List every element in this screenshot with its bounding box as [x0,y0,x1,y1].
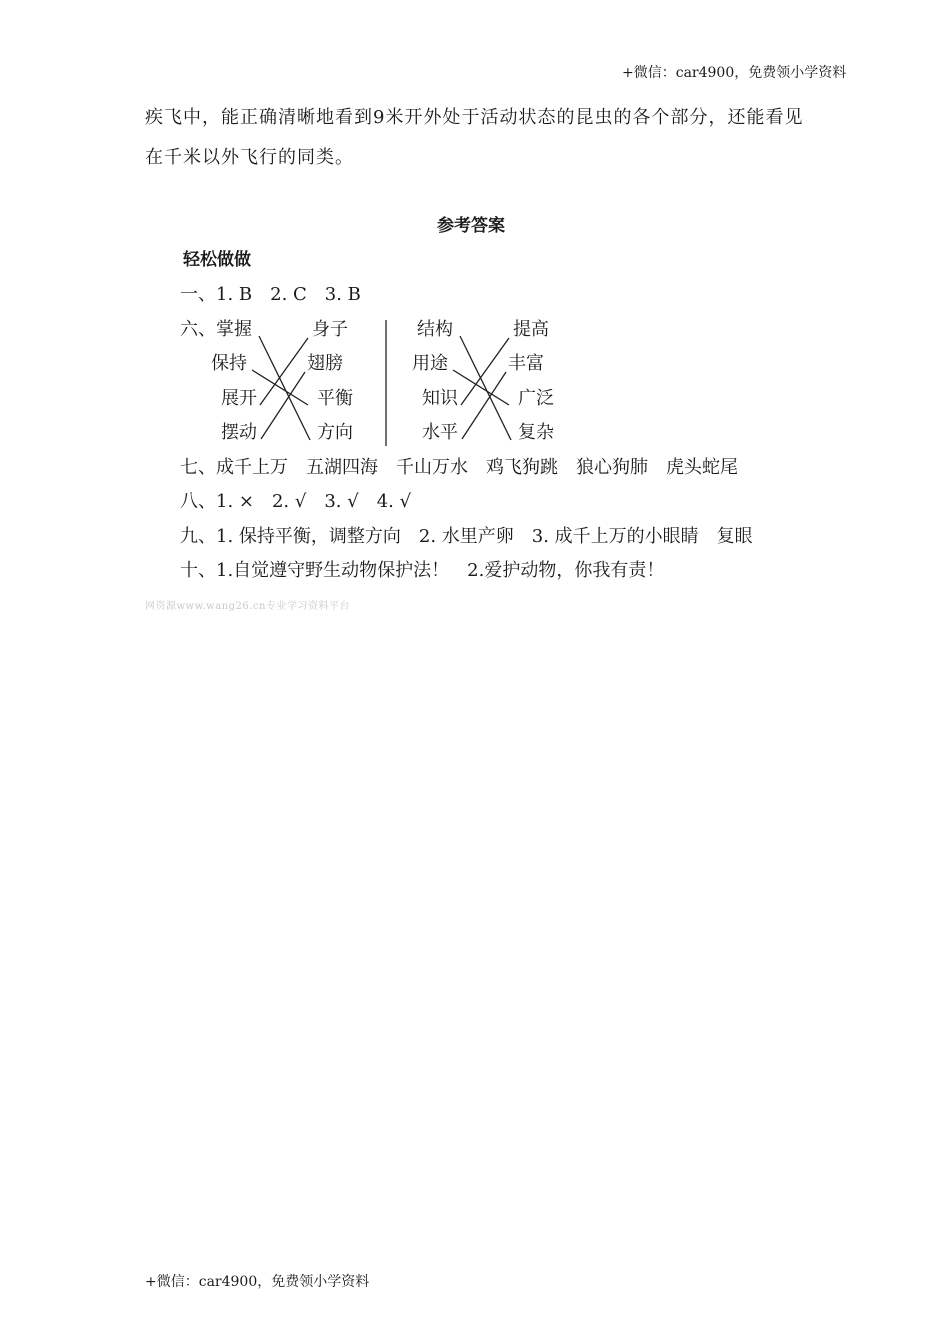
q6-left-word: 保持 [211,353,247,374]
match-line [260,338,308,405]
match-line [462,372,506,439]
q6-left-word: 展开 [221,388,257,409]
match-line [252,370,308,405]
answer-title: 参考答案 [437,216,505,236]
match-line [460,336,511,440]
answer-q7: 七、成千上万 五湖四海 千山万水 鸡飞狗跳 狼心狗肺 虎头蛇尾 [180,457,738,478]
q6-left-word: 掌握 [216,319,252,340]
answer-q10: 十、1.自觉遵守野生动物保护法！ 2.爱护动物，你我有责！ [180,560,665,581]
answer-q1: 一、1. B 2. C 3. B [180,284,361,305]
match-line [453,370,509,405]
page-header: +微信：car4900，免费领小学资料 [622,65,847,81]
q6-right-word: 知识 [422,388,458,409]
q6-right-target: 提高 [513,319,549,340]
q6-right-target: 丰富 [508,353,544,374]
q6-right-word: 结构 [417,319,453,340]
watermark-text: 网资源www.wang26.cn专业学习资料平台 [145,601,350,612]
q6-left-target: 平衡 [317,388,353,409]
q6-right-target: 广泛 [518,388,554,409]
answer-q8: 八、1. × 2. √ 3. √ 4. √ [180,491,412,512]
match-line [261,372,305,439]
paragraph-line-2: 在千米以外飞行的同类。 [145,147,354,168]
answer-q6-prefix: 六、 [180,319,216,340]
q6-left-target: 身子 [312,319,348,340]
page-footer: +微信：car4900，免费领小学资料 [145,1274,370,1290]
q6-right-target: 复杂 [518,422,554,443]
answer-q9: 九、1. 保持平衡，调整方向 2. 水里产卵 3. 成千上万的小眼睛 复眼 [180,526,753,547]
q6-left-target: 翅膀 [307,353,343,374]
q6-right-word: 用途 [412,353,448,374]
q6-left-target: 方向 [317,422,353,443]
q6-left-word: 摆动 [221,422,257,443]
q6-right-word: 水平 [422,422,458,443]
paragraph-line-1: 疾飞中，能正确清晰地看到9米开外处于活动状态的昆虫的各个部分，还能看见 [145,107,804,128]
match-line [259,336,310,440]
section-title: 轻松做做 [183,250,251,270]
match-line [461,338,509,405]
